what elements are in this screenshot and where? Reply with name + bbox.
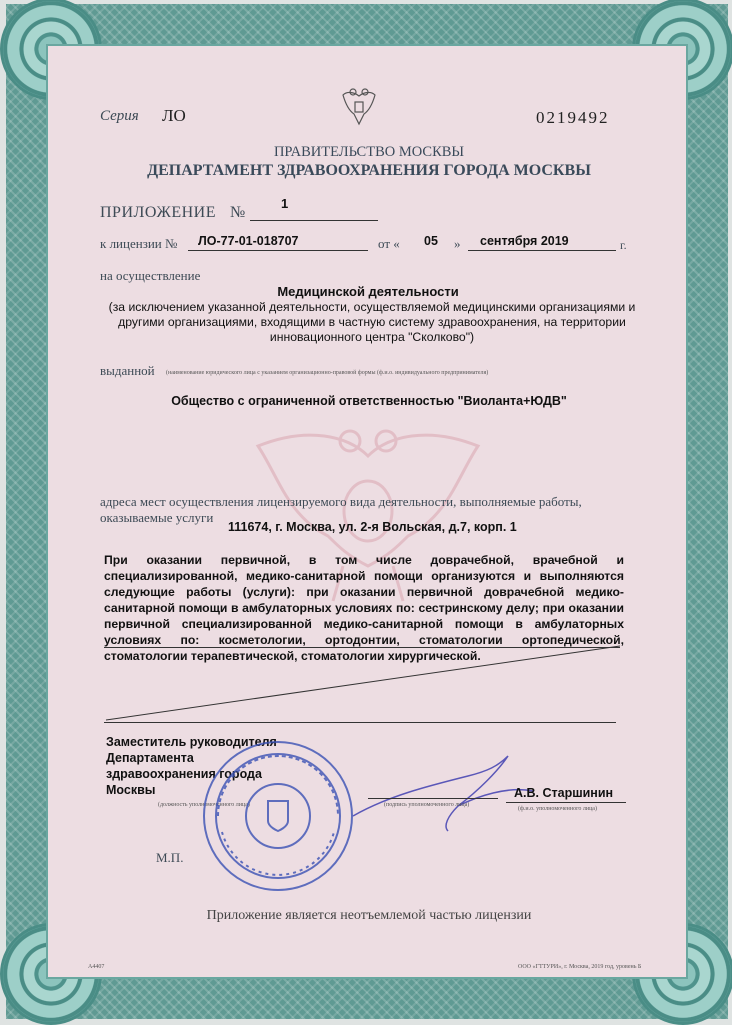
mp-label: М.П. xyxy=(156,850,184,865)
certificate-border xyxy=(6,4,728,1019)
signature-line xyxy=(368,798,498,799)
footer-note: Приложение является неотъемлемой частью лицензии xyxy=(206,908,532,923)
series-label: Серия xyxy=(100,108,139,124)
appendix-number: 1 xyxy=(281,196,289,211)
license-label: к лицензии № xyxy=(100,236,178,251)
license-date-line xyxy=(468,250,616,251)
license-year-suffix: г. xyxy=(620,238,627,252)
address-value: 111674, г. Москва, ул. 2-я Вольская, д.7, корп. 1 xyxy=(228,520,517,534)
issued-caption: (наименование юридического лица с указанием организационно-правовой формы (ф.и.о. индивидуального предпринимателя) xyxy=(166,370,489,376)
name-line xyxy=(506,802,626,803)
license-date: сентября 2019 xyxy=(480,234,569,248)
license-from-label: от « xyxy=(378,236,400,251)
appendix-no-sign: № xyxy=(230,204,246,221)
organization-name: Общество с ограниченной ответственностью "Виоланта+ЮДВ" xyxy=(171,394,567,408)
government-title: ПРАВИТЕЛЬСТВО МОСКВЫ xyxy=(273,144,465,160)
coat-of-arms-icon xyxy=(342,88,376,128)
signatory-name: А.В. Старшинин xyxy=(514,786,614,800)
license-line xyxy=(188,250,368,251)
form-number: 0219492 xyxy=(536,108,610,127)
services-text: При оказании первичной, в том числе доврачебной, врачебной и специализированной, медико-санитарной помощи организуются и выполняются следующие работы (услуги): при оказании первичной доврачебной медико-санитарной помощи в амбулаторных условиях по: сестринскому делу; при оказании первичной специализированной медико-санитарной помощи в амбулаторных условиях по: косметологии, ортодонтии, стоматологии ортопедической, стоматологии терапевтической, стоматологии хирургической. xyxy=(104,553,624,663)
appendix-line xyxy=(250,220,378,221)
issued-label: выданной xyxy=(100,363,155,378)
activity-label: на осуществление xyxy=(100,268,201,283)
footer-code-left: А4407 xyxy=(88,964,105,970)
department-title: ДЕПАРТАМЕНТ ЗДРАВООХРАНЕНИЯ ГОРОДА МОСКВЫ xyxy=(147,162,591,179)
series-value: ЛО xyxy=(162,106,186,125)
caption-position: (должность уполномоченного лица) xyxy=(158,802,250,808)
address-label: адреса мест осуществления лицензируемого вида деятельности, выполняемые работы, оказываемые услуги xyxy=(100,494,582,525)
activity-title: Медицинской деятельности xyxy=(277,284,459,299)
signatory-position: Заместитель руководителя Департамента здравоохранения города Москвы xyxy=(106,735,277,797)
footer-code-right: ООО «ГТТУРИ», г. Москва, 2019 год, уровень Б xyxy=(518,964,642,970)
caption-name: (ф.и.о. уполномоченного лица) xyxy=(518,806,597,812)
license-day-close: » xyxy=(454,236,461,251)
seal-stamp-icon xyxy=(198,736,358,896)
appendix-label: ПРИЛОЖЕНИЕ xyxy=(100,204,217,221)
license-number: ЛО-77-01-018707 xyxy=(198,234,299,248)
services-end-line xyxy=(104,722,616,723)
caption-signature: (подпись уполномоченного лица) xyxy=(384,802,470,808)
license-day: 05 xyxy=(424,234,438,248)
activity-note: (за исключением указанной деятельности, осуществляемой медицинскими организациями и другими организациями, входящими в частную систему здравоохранения, на территории инновационного центра "Сколково") xyxy=(108,300,636,344)
strike-line xyxy=(104,644,624,724)
signature-icon xyxy=(348,746,538,836)
document-body xyxy=(46,44,688,979)
